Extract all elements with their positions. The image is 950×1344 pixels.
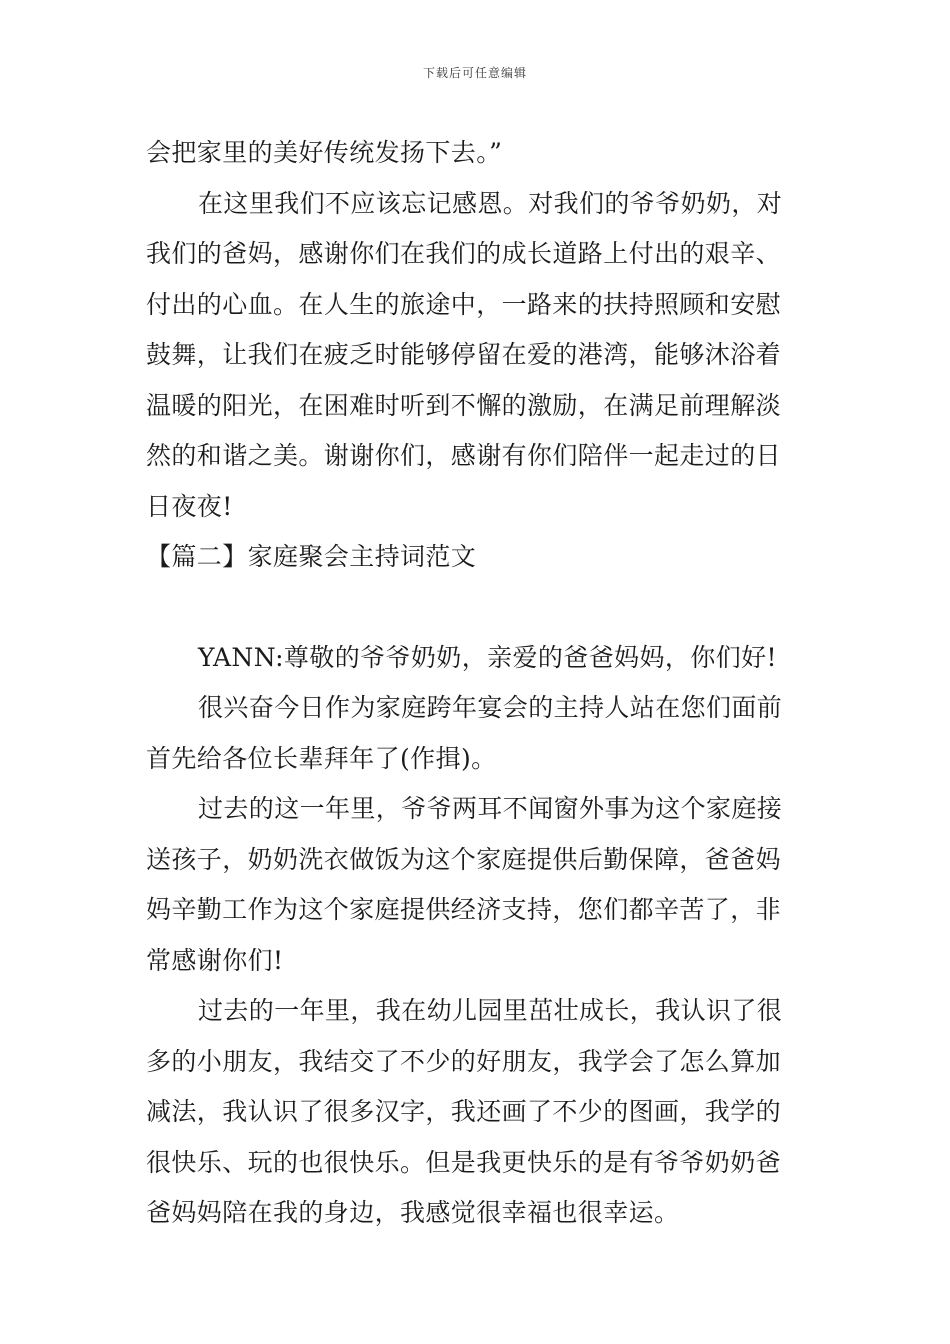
text-line: 温暖的阳光，在困难时听到不懈的激励，在满足前理解淡 (146, 390, 782, 420)
text-line: 鼓舞，让我们在疲乏时能够停留在爱的港湾，能够沐浴着 (146, 340, 782, 369)
text-line: 很快乐、玩的也很快乐。但是我更快乐的是有爷爷奶奶爸 (146, 1147, 782, 1177)
text-line: YANN:尊敬的爷爷奶奶，亲爱的爸爸妈妈，你们好! (198, 642, 777, 672)
text-line: 会把家里的美好传统发扬下去。” (146, 138, 503, 167)
text-line: 多的小朋友，我结交了不少的好朋友，我学会了怎么算加 (146, 1046, 782, 1076)
text-line: 送孩子，奶奶洗衣做饭为这个家庭提供后勤保障，爸爸妈 (146, 844, 782, 874)
text-line: 过去的一年里，我在幼儿园里茁壮成长，我认识了很 (198, 996, 783, 1025)
text-line: 常感谢你们! (146, 945, 284, 975)
text-line: 日夜夜! (146, 491, 233, 521)
text-line: 过去的这一年里，爷爷两耳不闻窗外事为这个家庭接 (198, 794, 783, 823)
section-heading: 【篇二】家庭聚会主持词范文 (146, 542, 477, 571)
text-line: 首先给各位长辈拜年了(作揖)。 (146, 743, 497, 773)
text-line: 付出的心血。在人生的旅途中，一路来的扶持照顾和安慰 (146, 289, 782, 319)
text-line: 我们的爸妈，感谢你们在我们的成长道路上付出的艰辛、 (146, 239, 782, 268)
text-line: 减法，我认识了很多汉字，我还画了不少的图画，我学的 (146, 1097, 782, 1126)
blank-line (146, 583, 808, 633)
text-line: 爸妈妈陪在我的身边，我感觉很幸福也很幸运。 (146, 1198, 680, 1227)
document-body (146, 128, 808, 1239)
text-line: 妈辛勤工作为这个家庭提供经济支持，您们都辛苦了，非 (146, 895, 782, 924)
text-line: 在这里我们不应该忘记感恩。对我们的爷爷奶奶，对 (198, 188, 783, 218)
text-line: 很兴奋今日作为家庭跨年宴会的主持人站在您们面前 (198, 693, 783, 722)
text-line: 然的和谐之美。谢谢你们，感谢有你们陪伴一起走过的日 (146, 441, 782, 470)
page-header: 下载后可任意编辑 (422, 66, 527, 80)
